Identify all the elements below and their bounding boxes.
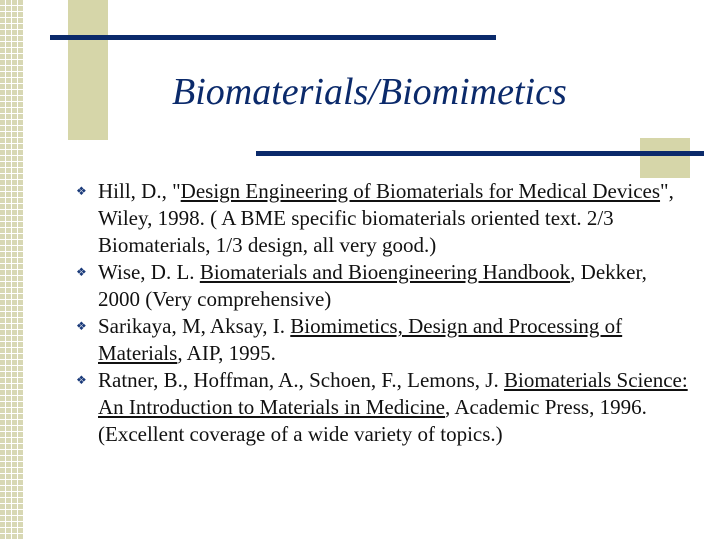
reference-title: Biomaterials Science: An Introduction to Materials in Medicine — [98, 368, 688, 419]
reference-details: , Dekker, 2000 (Very comprehensive) — [98, 260, 647, 311]
reference-item — [72, 367, 694, 448]
accent-block-left — [68, 0, 108, 140]
reference-item — [72, 259, 694, 313]
bullet-icon: ❖ — [76, 184, 87, 198]
reference-title: Design Engineering of Biomaterials for Medical Devices — [180, 179, 661, 203]
reference-authors: Ratner, B., Hoffman, A., Schoen, F., Lemons, J. — [98, 368, 504, 392]
bullet-icon: ❖ — [76, 319, 87, 333]
left-stripe-pattern — [0, 0, 24, 540]
accent-block-right — [640, 138, 690, 178]
reference-authors: Hill, D., " — [98, 179, 181, 203]
title-rule-top — [50, 35, 496, 40]
reference-item — [72, 178, 694, 259]
reference-item — [72, 313, 694, 367]
reference-title: Biomaterials and Bioengineering Handbook — [199, 260, 571, 284]
title-rule-bottom — [256, 151, 704, 156]
bullet-icon: ❖ — [76, 265, 87, 279]
slide-title: Biomaterials/Biomimetics — [172, 71, 567, 113]
reference-details: ", Wiley, 1998. ( A BME specific biomaterials oriented text. 2/3 Biomaterials, 1/3 design, all very good.) — [98, 179, 674, 257]
reference-authors: Sarikaya, M, Aksay, I. — [98, 314, 291, 338]
reference-details: , AIP, 1995. — [177, 341, 276, 365]
bullet-icon: ❖ — [76, 373, 87, 387]
reference-list — [72, 178, 694, 448]
reference-details: , Academic Press, 1996. (Excellent coverage of a wide variety of topics.) — [98, 395, 647, 446]
reference-authors: Wise, D. L. — [98, 260, 200, 284]
reference-title: Biomimetics, Design and Processing of Materials — [98, 314, 623, 365]
